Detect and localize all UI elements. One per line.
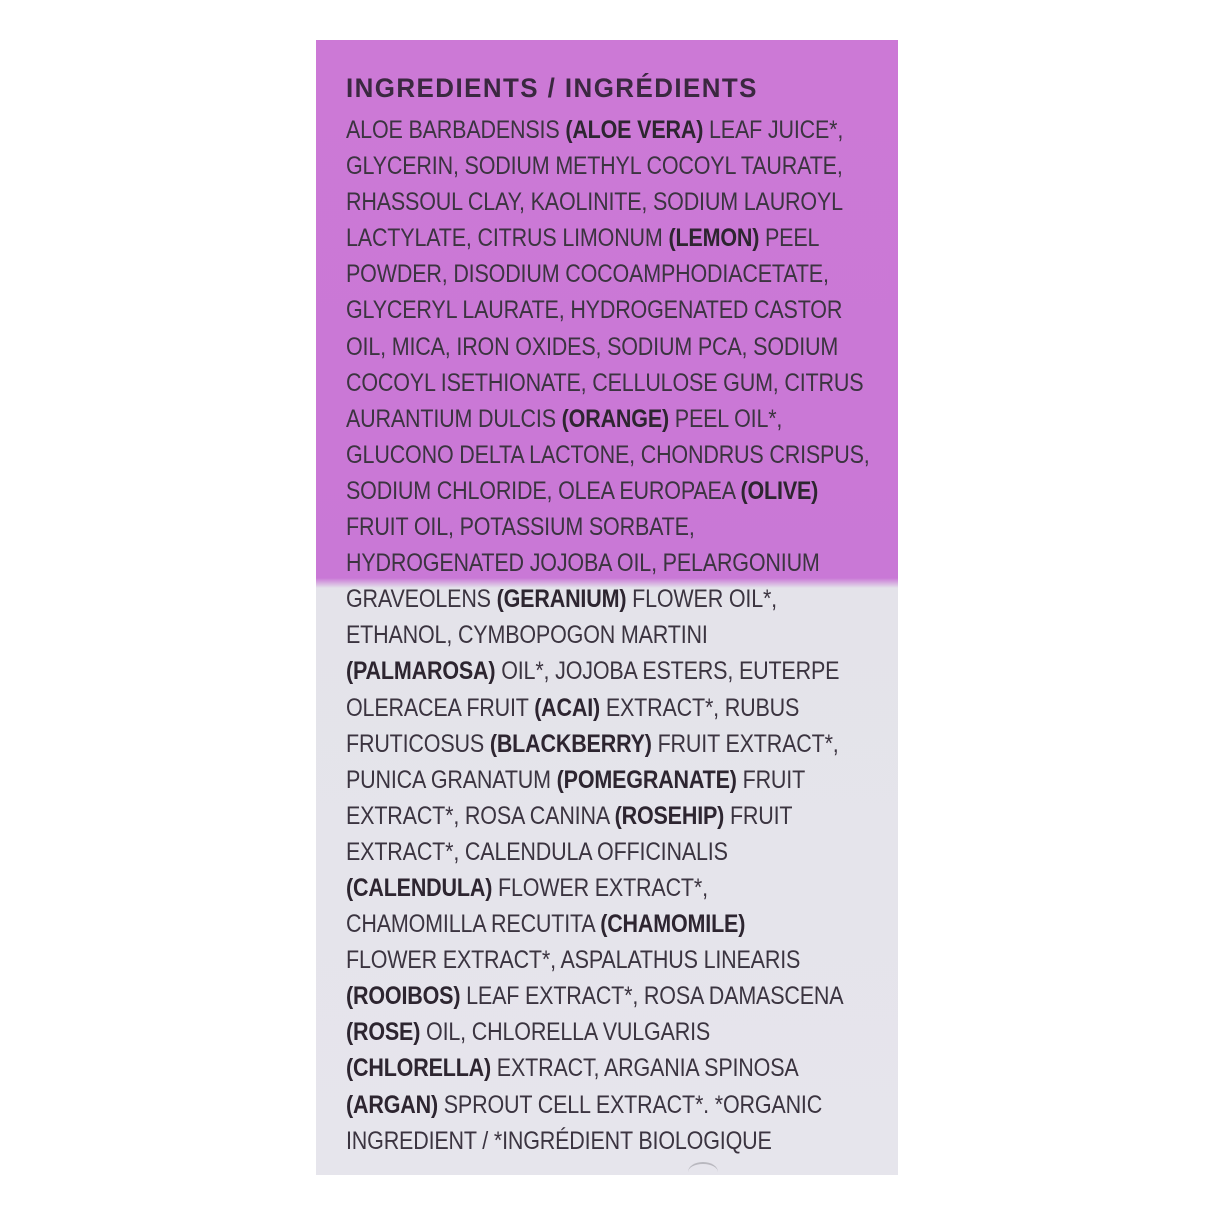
ingredient-line [346, 617, 810, 653]
ingredient-text: FRUIT [736, 765, 806, 794]
ingredient-text: SODIUM CHLORIDE, OLEA EUROPAEA [346, 476, 741, 505]
ingredient-common-name: (ARGAN) [346, 1090, 438, 1119]
ingredient-line [346, 401, 810, 437]
ingredient-text: GRAVEOLENS [346, 585, 497, 614]
ingredient-line [346, 148, 843, 184]
ingredient-common-name: (CHLORELLA) [346, 1054, 492, 1083]
ingredient-line [346, 1050, 810, 1086]
ingredient-text: RHASSOUL CLAY, KAOLINITE, SODIUM LAUROYL [346, 188, 843, 217]
ingredient-common-name: (ROSE) [346, 1018, 421, 1047]
ingredient-common-name: (OLIVE) [740, 476, 819, 505]
ingredient-text: CHAMOMILLA RECUTITA [346, 910, 601, 939]
ingredient-line [346, 762, 810, 798]
ingredients-label [316, 40, 898, 1175]
ingredient-text: POWDER, DISODIUM COCOAMPHODIACETATE, [346, 260, 829, 289]
ingredient-text: LEAF EXTRACT*, ROSA DAMASCENA [460, 982, 844, 1011]
ingredient-text: FLOWER EXTRACT*, [492, 873, 708, 902]
ingredient-text: HYDROGENATED JOJOBA OIL, PELARGONIUM [346, 549, 820, 578]
ingredient-line [346, 690, 810, 726]
curved-mark [688, 1162, 718, 1175]
ingredient-line [346, 798, 810, 834]
ingredient-text: PEEL [759, 224, 820, 253]
ingredient-text: FLOWER EXTRACT*, ASPALATHUS LINEARIS [346, 946, 801, 975]
ingredient-text: FRUIT [724, 801, 793, 830]
ingredient-line [346, 509, 810, 545]
ingredient-common-name: (CHAMOMILE) [600, 910, 746, 939]
ingredient-line [346, 365, 864, 401]
ingredient-text: SPROUT CELL EXTRACT*. *ORGANIC [437, 1090, 823, 1119]
ingredient-text: EXTRACT*, CALENDULA OFFICINALIS [346, 837, 728, 866]
ingredient-line [346, 545, 820, 581]
ingredient-line [346, 870, 810, 906]
ingredient-line [346, 978, 844, 1014]
ingredient-common-name: (ROSEHIP) [614, 801, 725, 830]
ingredient-text: EXTRACT*, ROSA CANINA [346, 801, 615, 830]
ingredient-line [346, 256, 829, 292]
ingredient-text: ETHANOL, CYMBOPOGON MARTINI [346, 621, 708, 650]
ingredient-line [346, 292, 843, 328]
ingredients-heading: INGREDIENTS / INGRÉDIENTS [346, 73, 758, 103]
ingredient-line [346, 1087, 823, 1123]
ingredient-common-name: (PALMAROSA) [346, 657, 496, 686]
ingredient-text: OIL, MICA, IRON OXIDES, SODIUM PCA, SODIUM [346, 332, 839, 361]
ingredient-line [346, 906, 810, 942]
ingredient-text: OIL*, JOJOBA ESTERS, EUTERPE [495, 657, 840, 686]
ingredients-list [346, 112, 886, 1159]
ingredient-text: LACTYLATE, CITRUS LIMONUM [346, 224, 669, 253]
ingredient-text: FLOWER OIL*, [626, 585, 777, 614]
ingredient-text: FRUIT OIL, POTASSIUM SORBATE, [346, 513, 695, 542]
ingredient-line [346, 473, 819, 509]
ingredient-common-name: (CALENDULA) [346, 873, 493, 902]
ingredient-common-name: (ACAI) [534, 693, 601, 722]
ingredient-text: EXTRACT*, RUBUS [600, 693, 800, 722]
ingredient-common-name: (LEMON) [668, 224, 760, 253]
ingredient-text: GLYCERYL LAURATE, HYDROGENATED CASTOR [346, 296, 843, 325]
ingredient-line [346, 653, 840, 689]
ingredient-common-name: (ROOIBOS) [346, 982, 461, 1011]
ingredient-text: AURANTIUM DULCIS [346, 404, 562, 433]
ingredient-common-name: (POMEGRANATE) [556, 765, 737, 794]
ingredient-text: GLUCONO DELTA LACTONE, CHONDRUS CRISPUS, [346, 440, 870, 469]
ingredient-text: INGREDIENT / *INGRÉDIENT BIOLOGIQUE [346, 1126, 772, 1155]
ingredient-text: PEEL OIL*, [668, 404, 783, 433]
ingredient-text: OIL, CHLORELLA VULGARIS [420, 1018, 711, 1047]
ingredient-text: COCOYL ISETHIONATE, CELLULOSE GUM, CITRUS [346, 368, 864, 397]
ingredient-common-name: (ALOE VERA) [565, 116, 704, 144]
ingredient-line [346, 329, 839, 365]
ingredient-text: ALOE BARBADENSIS [346, 116, 566, 144]
ingredient-common-name: (GERANIUM) [496, 585, 627, 614]
ingredient-line [346, 581, 810, 617]
ingredient-common-name: (BLACKBERRY) [489, 729, 652, 758]
ingredient-line [346, 834, 810, 870]
ingredient-text: OLERACEA FRUIT [346, 693, 535, 722]
ingredient-line [346, 437, 870, 473]
ingredient-line [346, 184, 843, 220]
ingredient-line [346, 1123, 810, 1159]
ingredient-line [346, 942, 810, 978]
ingredient-line [346, 112, 844, 148]
ingredient-common-name: (ORANGE) [561, 404, 669, 433]
ingredient-text: FRUTICOSUS [346, 729, 490, 758]
ingredient-text: LEAF JUICE*, [703, 116, 844, 144]
ingredient-line [346, 726, 839, 762]
ingredient-line [346, 1014, 810, 1050]
ingredient-text: FRUIT EXTRACT*, [651, 729, 839, 758]
ingredient-line [346, 220, 820, 256]
ingredient-text: PUNICA GRANATUM [346, 765, 557, 794]
ingredient-text: EXTRACT, ARGANIA SPINOSA [491, 1054, 799, 1083]
ingredient-text: GLYCERIN, SODIUM METHYL COCOYL TAURATE, [346, 152, 843, 181]
